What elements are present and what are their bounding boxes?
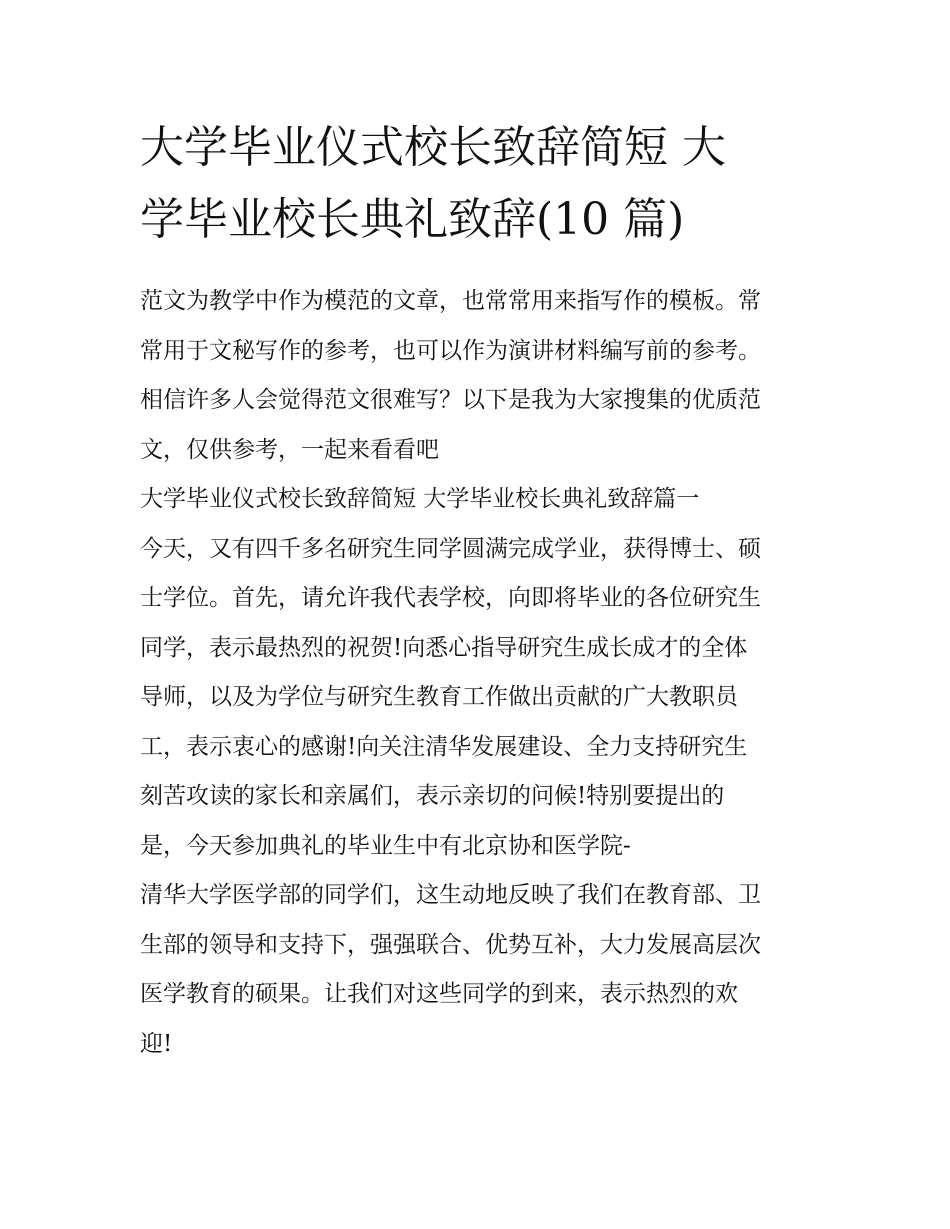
body-line: 导师，以及为学位与研究生教育工作做出贡献的广大教职员 [140,684,738,710]
title-line: 大学毕业仪式校长致辞简短 大 [140,122,726,173]
document-body [140,277,820,1069]
body-line: 是，今天参加典礼的毕业生中有北京协和医学院- [140,832,631,859]
section-heading: 大学毕业仪式校长致辞简短 大学毕业校长典礼致辞篇一 [140,486,700,512]
body-line: 范文为教学中作为模范的文章，也常常用来指写作的模板。常 [140,288,761,314]
document-title [140,112,820,256]
body-line: 医学教育的硕果。让我们对这些同学的到来，表示热烈的欢 [140,981,738,1007]
body-line: 清华大学医学部的同学们，这生动地反映了我们在教育部、卫 [140,882,761,908]
body-line: 同学，表示最热烈的祝贺!向悉心指导研究生成长成才的全体 [140,634,748,661]
title-line: 学毕业校长典礼致辞(10 篇) [140,194,685,245]
body-line: 今天，又有四千多名研究生同学圆满完成学业，获得博士、硕 [140,535,761,562]
body-line: 常用于文秘写作的参考，也可以作为演讲材料编写前的参考。 [140,337,761,364]
body-line: 工，表示衷心的感谢!向关注清华发展建设、全力支持研究生 [140,733,748,760]
body-line: 相信许多人会觉得范文很难写？以下是我为大家搜集的优质范 [140,387,761,413]
body-line: 文，仅供参考，一起来看看吧 [140,436,439,463]
body-line: 刻苦攻读的家长和亲属们，表示亲切的问候!特别要提出的 [140,783,725,809]
body-line: 迎! [140,1030,173,1057]
body-line: 士学位。首先，请允许我代表学校，向即将毕业的各位研究生 [140,585,761,611]
body-line: 生部的领导和支持下，强强联合、优势互补，大力发展高层次 [140,931,761,958]
